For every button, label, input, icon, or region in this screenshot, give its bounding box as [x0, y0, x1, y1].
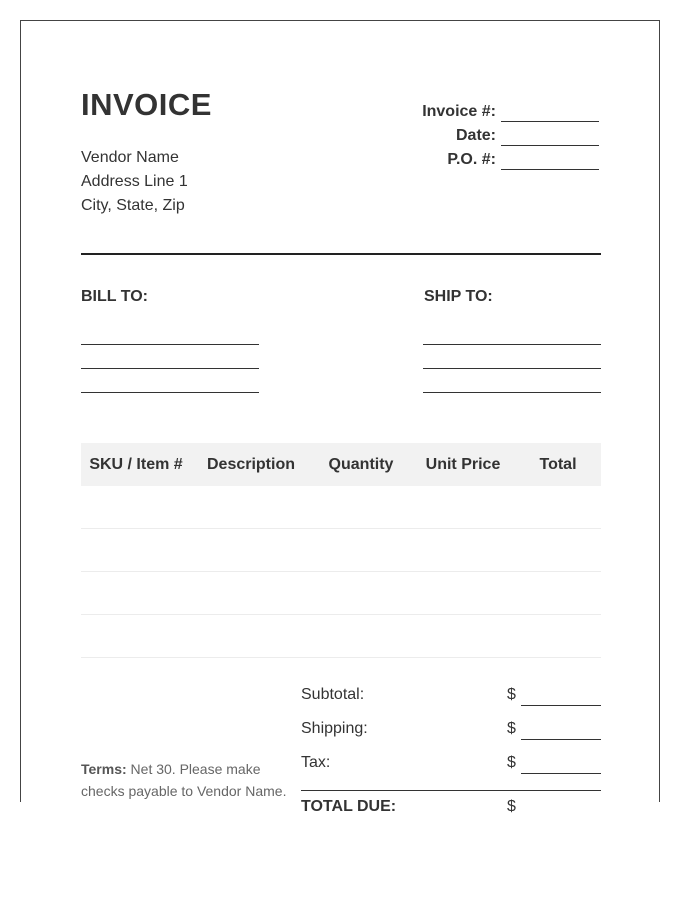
column-header-quantity: Quantity: [311, 443, 411, 486]
ship-to-line[interactable]: [423, 392, 601, 393]
bill-to-line[interactable]: [81, 368, 259, 369]
ship-to-line[interactable]: [423, 344, 601, 345]
table-cell[interactable]: [311, 615, 411, 658]
po-number-row: [422, 146, 599, 170]
terms-label: Terms:: [81, 761, 127, 777]
column-header-total: Total: [515, 443, 601, 486]
table-row: [81, 529, 601, 572]
table-cell[interactable]: [411, 486, 515, 529]
invoice-number-label: Invoice #:: [422, 103, 496, 120]
table-cell[interactable]: [191, 486, 311, 529]
currency-symbol: $: [507, 754, 516, 771]
subtotal-label: Subtotal:: [301, 686, 365, 703]
bill-to-line[interactable]: [81, 344, 259, 345]
total-due-label: TOTAL DUE:: [301, 798, 397, 815]
po-number-field[interactable]: [501, 151, 599, 170]
table-cell[interactable]: [311, 529, 411, 572]
table-cell[interactable]: [411, 572, 515, 615]
payment-terms: [81, 758, 301, 802]
vendor-city-state-zip: City, State, Zip: [81, 197, 185, 214]
subtotal-row: [301, 683, 601, 717]
table-row: [81, 615, 601, 658]
table-header-row: [81, 443, 601, 486]
ship-to-label: SHIP TO:: [424, 288, 493, 305]
vendor-address-line: Address Line 1: [81, 173, 188, 190]
tax-label: Tax:: [301, 754, 331, 771]
ship-to-line[interactable]: [423, 368, 601, 369]
terms-text: Net 30. Please make checks payable to Vendor Name.: [81, 761, 287, 799]
currency-symbol: $: [507, 798, 516, 815]
table-cell[interactable]: [81, 529, 191, 572]
shipping-row: [301, 717, 601, 751]
date-field[interactable]: [501, 127, 599, 146]
invoice-page: [20, 20, 660, 815]
shipping-field[interactable]: [521, 721, 601, 740]
vendor-name: Vendor Name: [81, 149, 179, 166]
tax-row: [301, 751, 601, 785]
invoice-title: INVOICE: [81, 87, 212, 122]
table-cell[interactable]: [81, 486, 191, 529]
column-header-sku: SKU / Item #: [81, 443, 191, 486]
shipping-label: Shipping:: [301, 720, 368, 737]
table-cell[interactable]: [311, 486, 411, 529]
column-header-unit-price: Unit Price: [411, 443, 515, 486]
table-cell[interactable]: [411, 529, 515, 572]
table-cell[interactable]: [515, 615, 601, 658]
totals-divider: [301, 790, 601, 791]
subtotal-field[interactable]: [521, 687, 601, 706]
currency-symbol: $: [507, 686, 516, 703]
table-row: [81, 572, 601, 615]
table-cell[interactable]: [515, 572, 601, 615]
invoice-number-row: [422, 98, 599, 122]
table-row: [81, 486, 601, 529]
date-label: Date:: [455, 127, 496, 144]
vendor-address: [81, 146, 188, 218]
table-cell[interactable]: [311, 572, 411, 615]
bill-to-line[interactable]: [81, 392, 259, 393]
currency-symbol: $: [507, 720, 516, 737]
table-cell[interactable]: [515, 529, 601, 572]
date-row: [422, 122, 599, 146]
table-cell[interactable]: [81, 615, 191, 658]
table-cell[interactable]: [191, 615, 311, 658]
line-items-table: [81, 443, 601, 658]
column-header-description: Description: [191, 443, 311, 486]
invoice-meta: [422, 98, 599, 170]
bill-to-label: BILL TO:: [81, 288, 148, 305]
header-divider: [81, 253, 601, 255]
table-cell[interactable]: [191, 529, 311, 572]
tax-field[interactable]: [521, 755, 601, 774]
table-cell[interactable]: [515, 486, 601, 529]
po-number-label: P.O. #:: [447, 151, 496, 168]
totals-block: [301, 683, 601, 785]
table-cell[interactable]: [191, 572, 311, 615]
table-cell[interactable]: [411, 615, 515, 658]
invoice-number-field[interactable]: [501, 103, 599, 122]
table-cell[interactable]: [81, 572, 191, 615]
